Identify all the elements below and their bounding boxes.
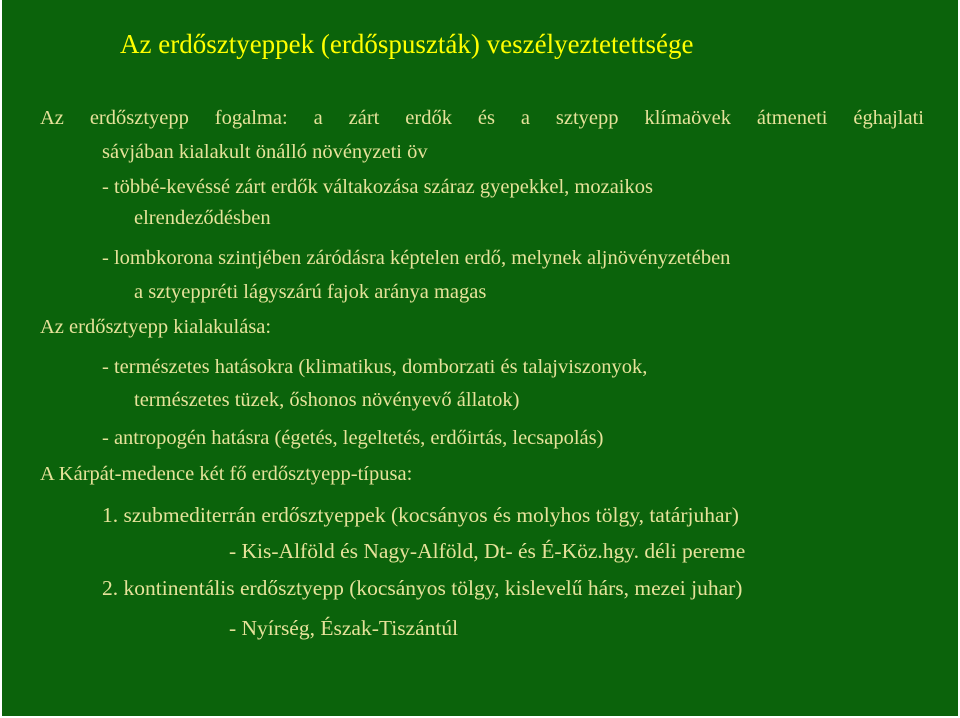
formation-heading: Az erdősztyepp kialakulása: bbox=[40, 316, 272, 338]
bullet-canopy-line-1: - lombkorona szintjében záródásra képtelen erdő, melynek aljnövényzetében bbox=[102, 247, 731, 269]
bullet-canopy-line-2: a sztyeppréti lágyszárú fajok aránya magas bbox=[134, 281, 487, 303]
slide bbox=[2, 0, 958, 716]
bullet-natural-line-2: természetes tüzek, őshonos növényevő állatok) bbox=[134, 389, 520, 411]
types-heading: A Kárpát-medence két fő erdősztyepp-típusa: bbox=[40, 463, 413, 485]
slide-title: Az erdősztyeppek (erdőspuszták) veszélyeztetettsége bbox=[120, 29, 694, 59]
bullet-mosaic-line-2: elrendeződésben bbox=[134, 207, 271, 229]
type-2-line: 2. kontinentális erdősztyepp (kocsányos tölgy, kislevelű hárs, mezei juhar) bbox=[102, 576, 743, 600]
definition-line-1: Az erdősztyepp fogalma: a zárt erdők és a sztyepp klímaövek átmeneti éghajlati bbox=[40, 107, 924, 129]
type-2-regions: - Nyírség, Észak-Tiszántúl bbox=[229, 616, 459, 640]
bullet-mosaic-line-1: - többé-kevéssé zárt erdők váltakozása száraz gyepekkel, mozaikos bbox=[102, 176, 653, 198]
type-1-regions: - Kis-Alföld és Nagy-Alföld, Dt- és É-Köz.hgy. déli pereme bbox=[229, 539, 746, 563]
type-1-line: 1. szubmediterrán erdősztyeppek (kocsányos és molyhos tölgy, tatárjuhar) bbox=[102, 503, 739, 527]
bullet-anthropogenic: - antropogén hatásra (égetés, legeltetés, erdőirtás, lecsapolás) bbox=[102, 427, 604, 449]
bullet-natural-line-1: - természetes hatásokra (klimatikus, domborzati és talajviszonyok, bbox=[102, 356, 648, 378]
definition-line-2: sávjában kialakult önálló növényzeti öv bbox=[102, 141, 428, 163]
